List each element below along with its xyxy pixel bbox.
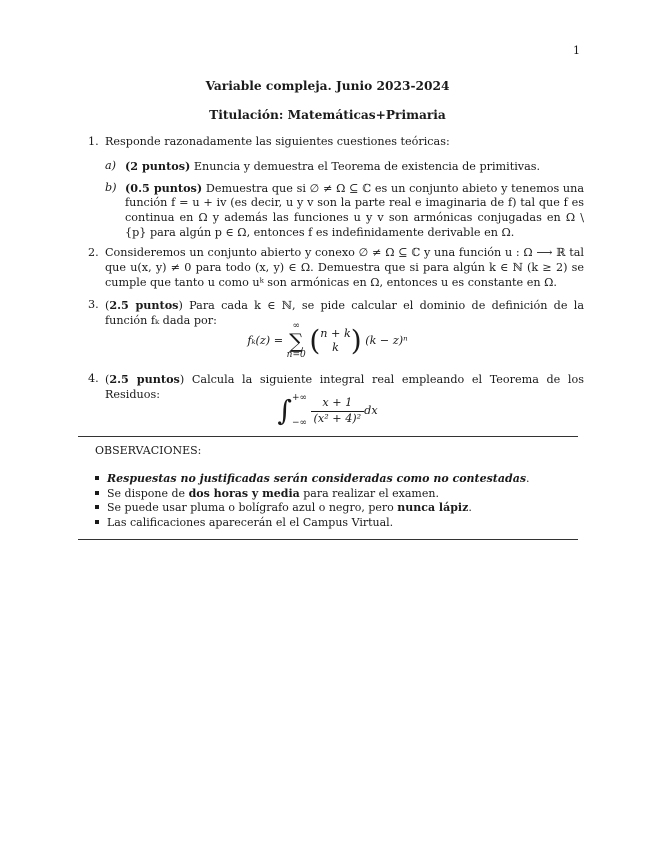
question-number: 3. bbox=[88, 298, 99, 311]
binomial-bottom: k bbox=[332, 341, 339, 354]
divider-bottom bbox=[78, 539, 578, 540]
divider-top bbox=[78, 436, 578, 437]
question-text: Responde razonadamente las siguientes cuestiones teóricas: bbox=[105, 135, 450, 148]
subquestion-text: Enuncia y demuestra el Teorema de existencia de primitivas. bbox=[193, 159, 541, 173]
observation-item: Respuestas no justificadas serán consideradas como no contestadas. bbox=[95, 472, 565, 487]
exam-title: Variable compleja. Junio 2023-2024 bbox=[205, 79, 450, 93]
question-1 bbox=[88, 135, 584, 241]
question-2 bbox=[88, 246, 584, 290]
question-text: Consideremos un conjunto abierto y conexo ∅ ≠ Ω ⊆ ℂ y una función u : Ω ⟶ ℝ tal que u(x, y) ≠ 0 para todo (x, y) ∈ Ω. Demuestra que si para algún k ∈ ℕ (k ≥ 2) se cumple que tanto u como uᵏ son armónicas en Ω, entonces u es constante en Ω. bbox=[105, 246, 584, 289]
exam-subtitle: Titulación: Matemáticas+Primaria bbox=[209, 108, 446, 122]
page-number: 1 bbox=[573, 44, 580, 57]
integrand-denominator: (x² + 4)² bbox=[313, 411, 362, 425]
bullet-icon bbox=[95, 520, 99, 524]
question-text: Calcula la siguiente integral real empleando el Teorema de los Residuos: bbox=[105, 373, 584, 401]
points-label: (0.5 puntos) bbox=[125, 180, 203, 195]
integral-formula bbox=[0, 394, 655, 428]
question-number: 2. bbox=[88, 246, 99, 259]
question-3: 3. (2.5 puntos) Para cada k ∈ ℕ, se pide calcular el dominio de definición de la función fₖ dada por: bbox=[88, 298, 584, 327]
summation-symbol: ∑ bbox=[289, 329, 304, 353]
subquestion-label: a) bbox=[105, 158, 117, 172]
bullet-icon bbox=[95, 505, 99, 509]
differential: dx bbox=[364, 403, 378, 417]
subquestion-text: Demuestra que si ∅ ≠ Ω ⊆ ℂ es un conjunto abieto y tenemos una función f = u + iv (es decir, u y v son la parte real e imaginaria de f) tal que f es continua en Ω y además las funciones u y v son armónicas conjugadas en Ω \ {p} para algún p ∈ Ω, entonces f es indefinidamente derivable en Ω. bbox=[125, 181, 585, 239]
integral-upper-limit: +∞ bbox=[291, 393, 307, 403]
observation-item: Se dispone de dos horas y media para realizar el examen. bbox=[95, 487, 565, 502]
bullet-icon bbox=[95, 476, 99, 480]
sum-upper-limit: ∞ bbox=[292, 321, 300, 331]
integrand-numerator: x + 1 bbox=[311, 396, 365, 412]
observation-item: Se puede usar pluma o bolígrafo azul o negro, pero nunca lápiz. bbox=[95, 501, 565, 516]
question-number: 1. bbox=[88, 135, 99, 148]
subquestion-label: b) bbox=[105, 180, 117, 194]
integral-lower-limit: −∞ bbox=[291, 418, 307, 428]
points-label: 2.5 puntos bbox=[109, 372, 180, 386]
question-number: 4. bbox=[88, 372, 99, 385]
integrand-fraction bbox=[311, 396, 365, 427]
integral-symbol: ∫ bbox=[277, 394, 292, 427]
question-1a bbox=[105, 159, 584, 175]
bullet-icon bbox=[95, 491, 99, 495]
points-label: (2 puntos) bbox=[125, 158, 191, 173]
binomial-top: n + k bbox=[320, 327, 351, 340]
formula-tail: (k − z)ⁿ bbox=[365, 333, 408, 347]
points-label: 2.5 puntos bbox=[109, 298, 179, 312]
formula-lhs: fₖ(z) = bbox=[247, 333, 284, 347]
question-4: 4. (2.5 puntos) Calcula la siguiente integral real empleando el Teorema de los Residuos: bbox=[88, 372, 584, 401]
question-text: Para cada k ∈ ℕ, se pide calcular el dominio de definición de la función fₖ dada por: bbox=[105, 299, 584, 327]
observations-list bbox=[95, 472, 565, 530]
observation-item: Las calificaciones aparecerán el el Campus Virtual. bbox=[95, 516, 565, 531]
power-series-formula: fₖ(z) = ∞ ∑ n=0 ( n + k k ) (k − z)ⁿ bbox=[247, 321, 408, 360]
sum-lower-limit: n=0 bbox=[286, 350, 306, 360]
observations-title: OBSERVACIONES: bbox=[95, 444, 202, 457]
question-1b bbox=[105, 181, 584, 241]
